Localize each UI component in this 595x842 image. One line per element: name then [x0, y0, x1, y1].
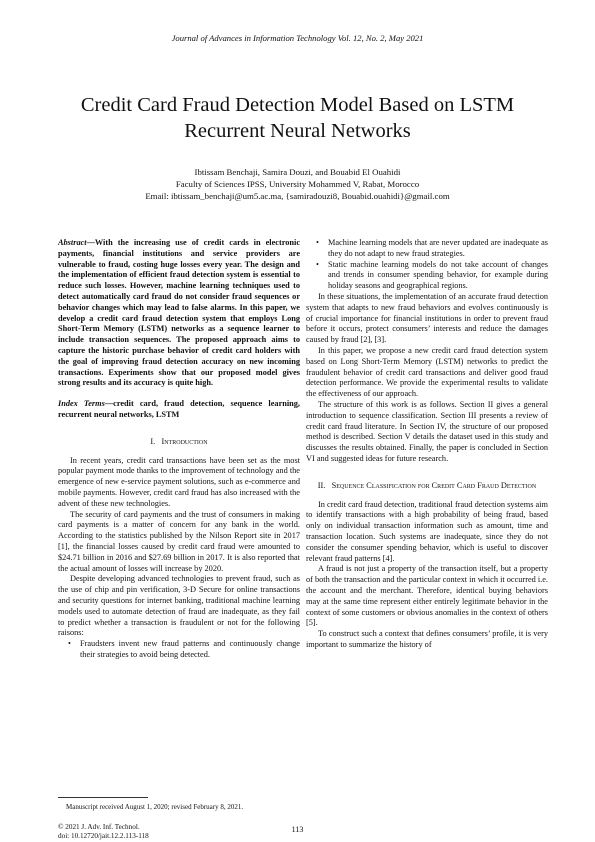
abstract-text: —With the increasing use of credit cards in electronic payments, financial institutions and service providers are vulnerable to fraud, costing huge losses every year. The design and the implementation of efficient fraud detection system is essential to reduce such losses. However, machine learning techniques used to detect automatically card fraud do not consider fraud sequences or behavior changes which may lead to false alarms. In this paper, we develop a credit card fraud detection system that employs Long Short-Term Memory (LSTM) networks as a sequence learner to include transaction sequences. The proposed approach aims to capture the historic purchase behavior of credit card holders with the goal of improving fraud detection accuracy on new incoming transactions. Experiments show that our proposed model gives strong results and its accuracy is quite high.: [58, 238, 300, 388]
right-column: [306, 238, 548, 651]
author-block: [0, 166, 595, 202]
section-number: I.: [150, 436, 156, 446]
footnote-rule: [58, 797, 148, 798]
email: Email: ibtissam_benchaji@um5.ac.ma, {samiradouzi8, Bouabid.ouahidi}@gmail.com: [145, 191, 450, 201]
paragraph: A fraud is not just a property of the transaction itself, but a property of both the transaction and the particular context in which it occurred i.e. the account and the merchant. Therefore, identical buying behaviors may at the same time represent either entirely legitimate behavior in the context of some customers or obvious anomalies in the context of others [5].: [306, 564, 548, 628]
bullet-item: • Static machine learning models do not take account of changes and trends in consumer spending behavior, for example during holiday seasons and geographical regions.: [328, 260, 548, 292]
footnote: Manuscript received August 1, 2020; revised February 8, 2021.: [66, 803, 244, 811]
page-number: 113: [291, 825, 304, 834]
doi: doi: 10.12720/jait.12.2.113-118: [58, 832, 149, 840]
paragraph: Despite developing advanced technologies to prevent fraud, such as the use of chip and pin verification, 3-D Secure for online transactions and security questions for internet banking, traditional machine learning models used to automate detection of fraud are inadequate, as they fail to predict whether a transaction is fraudulent or not for the following raisons:: [58, 574, 300, 638]
abstract-label: Abstract: [58, 238, 87, 247]
section-heading: [306, 481, 548, 492]
bullet-list: [58, 639, 300, 661]
paragraph: In this paper, we propose a new credit card fraud detection system based on Long Short-Term Memory (LSTM) networks to predict the fraudulent behavior of credit card transactions and deliver good fraud detection performance. We provide the experimental results to validate the effectiveness of our approach.: [306, 345, 548, 399]
left-column: [58, 238, 300, 661]
section-title: Sequence Classification for Credit Card Fraud Detection: [331, 480, 537, 490]
paragraph: To construct such a context that defines consumers’ profile, it is very important to summarize the history of: [306, 629, 548, 649]
paragraph: In recent years, credit card transactions have been set as the most popular payment mode thanks to the improvement of technology and the emergence of new e-service payment solutions, such as e-commerce and mobile payments. However, credit card fraud has also increased with the advent of these new technologies.: [58, 455, 300, 508]
bullet-item: • Fraudsters invent new fraud patterns and continuously change their strategies to avoid being detected.: [80, 639, 300, 661]
bullet-item: • Machine learning models that are never updated are inadequate as they do not adapt to new fraud strategies.: [328, 238, 548, 260]
abstract: [58, 238, 300, 389]
index-terms: [58, 399, 300, 421]
copyright: © 2021 J. Adv. Inf. Technol.: [58, 823, 140, 831]
paragraph: In these situations, the implementation of an accurate fraud detection system that adapts to new fraud behaviors and evolves continuously is of crucial importance for financial institutions in order to prevent fraud before it occurs, protect consumers’ interests and reduce the damages caused by fraud [2], [3].: [306, 291, 548, 345]
bullet-list: [306, 238, 548, 292]
journal-header: Journal of Advances in Information Technology Vol. 12, No. 2, May 2021: [171, 33, 424, 43]
section-number: II.: [317, 480, 326, 490]
index-terms-label: Index Terms: [58, 399, 105, 409]
index-terms-text: —credit card, fraud detection, sequence learning, recurrent neural networks, LSTM: [58, 399, 301, 419]
paragraph: The security of card payments and the trust of consumers in making card payments is a matter of concern for any bank in the world. According to the statistics published by the Nilson Report site in 2017 [1], the financial losses caused by credit card fraud were amounted to $24.71 billion in 2016 and $27.69 billion in 2017. It is also reported that the actual amount of losses will increase by 2020.: [58, 509, 300, 573]
section-title: Introduction: [161, 436, 208, 446]
authors: Ibtissam Benchaji, Samira Douzi, and Bouabid El Ouahidi: [194, 167, 401, 177]
paper-title: Credit Card Fraud Detection Model Based on LSTM Recurrent Neural Networks: [80, 94, 515, 142]
paragraph: The structure of this work is as follows. Section II gives a general introduction to sequence classification. Section III presents a review of credit card fraud literature. In Section IV, the structure of our proposed method is described. Section V details the dataset used in this study and discusses the results obtained. Finally, the paper is concluded in Section VI and suggested ideas for future research.: [306, 399, 548, 463]
affiliation: Faculty of Sciences IPSS, University Mohammed V, Rabat, Morocco: [175, 179, 420, 189]
section-heading: [58, 437, 300, 448]
paragraph: In credit card fraud detection, traditional fraud detection systems aim to identify transactions with a high probability of being fraud, based only on individual transaction information such as amount, time and transaction location. Such systems are inadequate, since they do not consider the consumer spending behavior, which is useful to discover relevant fraud patterns [4].: [306, 499, 548, 563]
